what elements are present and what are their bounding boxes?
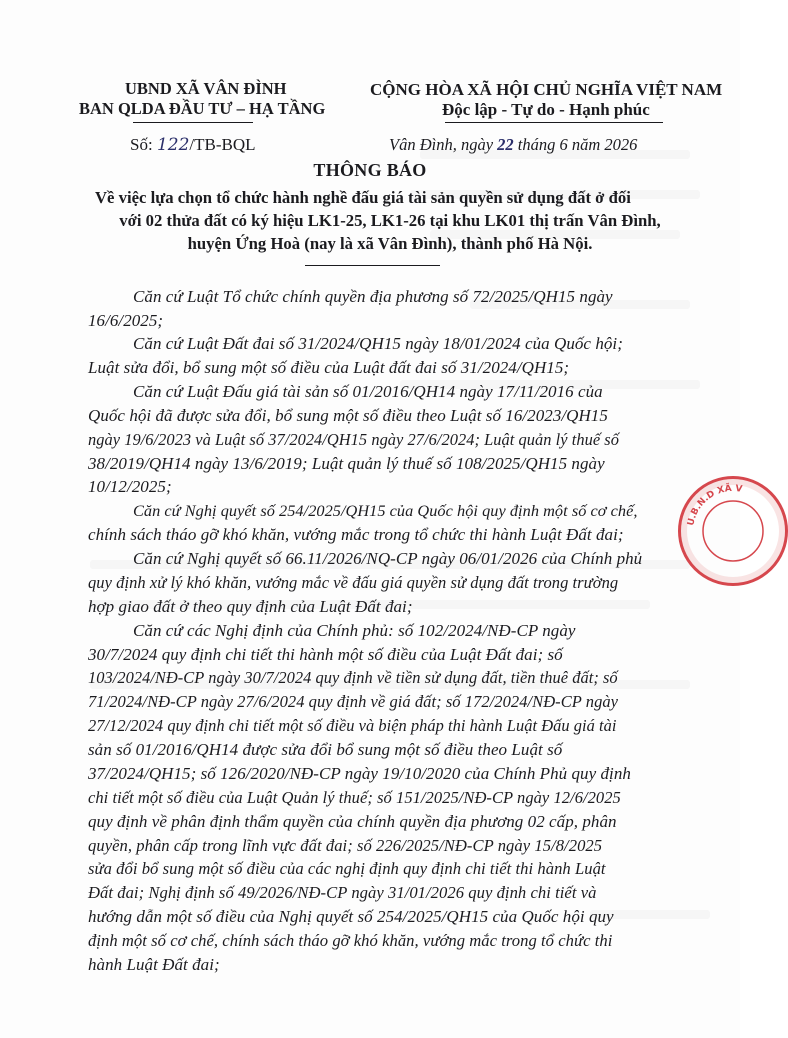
body-line: hướng dẫn một số điều của Nghị quyết số 254/2025/QH15 của Quốc hội quy bbox=[88, 907, 614, 926]
handwritten-doc-number: 122 bbox=[156, 135, 190, 155]
document-title: THÔNG BÁO bbox=[313, 160, 427, 180]
issuing-authority: UBND XÃ VÂN ĐÌNH bbox=[125, 79, 287, 98]
subject-line: Về việc lựa chọn tổ chức hành nghề đấu giá tài sản quyền sử dụng đất ở đối bbox=[95, 188, 631, 207]
subject-line: huyện Ứng Hoà (nay là xã Vân Đình), thành phố Hà Nội. bbox=[187, 234, 593, 253]
place-and-date bbox=[389, 135, 637, 155]
body-line: hợp giao đất ở theo quy định của Luật Đất đai; bbox=[88, 597, 413, 616]
body-line: chi tiết một số điều của Luật Quản lý thuế; số 151/2025/NĐ-CP ngày 12/6/2025 bbox=[88, 788, 621, 807]
body-line: chính sách tháo gỡ khó khăn, vướng mắc trong tổ chức thi hành Luật Đất đai; bbox=[88, 525, 624, 544]
body-line: Luật sửa đổi, bổ sung một số điều của Luật đất đai số 31/2024/QH15; bbox=[88, 358, 570, 377]
body-line: Căn cứ Nghị quyết số 254/2025/QH15 của Quốc hội quy định một số cơ chế, bbox=[133, 501, 638, 520]
doc-number-prefix: Số: bbox=[130, 135, 157, 154]
body-line: Căn cứ Nghị quyết số 66.11/2026/NQ-CP ngày 06/01/2026 của Chính phủ bbox=[133, 549, 643, 568]
body-line: quy định xử lý khó khăn, vướng mắc về đấu giá quyền sử dụng đất trong trường bbox=[88, 573, 619, 592]
body-line: Căn cứ Luật Đất đai số 31/2024/QH15 ngày 18/01/2024 của Quốc hội; bbox=[133, 334, 623, 353]
body-line: hành Luật Đất đai; bbox=[88, 955, 220, 974]
subject-line: với 02 thửa đất có ký hiệu LK1-25, LK1-26 tại khu LK01 thị trấn Vân Đình, bbox=[119, 211, 661, 230]
body-line: 37/2024/QH15; số 126/2020/NĐ-CP ngày 19/10/2020 của Chính Phủ quy định bbox=[88, 764, 631, 783]
body-line: 71/2024/NĐ-CP ngày 27/6/2024 quy định về giá đất; số 172/2024/NĐ-CP ngày bbox=[88, 692, 619, 711]
body-line: 16/6/2025; bbox=[88, 311, 164, 330]
body-line: quy định về phân định thẩm quyền của chính quyền địa phương 02 cấp, phân bbox=[88, 812, 617, 831]
body-line: 38/2019/QH14 ngày 13/6/2019; Luật quản lý thuế số 108/2025/QH15 ngày bbox=[88, 454, 605, 473]
body-line: Căn cứ các Nghị định của Chính phủ: số 102/2024/NĐ-CP ngày bbox=[133, 621, 576, 640]
body-line: Căn cứ Luật Đấu giá tài sản số 01/2016/QH14 ngày 17/11/2016 của bbox=[133, 382, 603, 401]
body-line: 30/7/2024 quy định chi tiết thi hành một số điều của Luật Đất đai; số bbox=[88, 645, 563, 664]
handwritten-day: 22 bbox=[497, 135, 514, 154]
body-line: Quốc hội đã được sửa đổi, bổ sung một số điều theo Luật số 16/2023/QH15 bbox=[88, 406, 608, 425]
issuing-unit: BAN QLDA ĐẦU TƯ – HẠ TẦNG bbox=[79, 99, 326, 118]
header-underline-right bbox=[445, 122, 663, 123]
national-motto: Độc lập - Tự do - Hạnh phúc bbox=[442, 100, 650, 119]
body-line: 10/12/2025; bbox=[88, 477, 172, 496]
date-suffix: tháng 6 năm 2026 bbox=[513, 135, 638, 154]
body-line: 103/2024/NĐ-CP ngày 30/7/2024 quy định về tiền sử dụng đất, tiền thuê đất; số bbox=[88, 668, 618, 687]
subject-underline bbox=[305, 265, 440, 266]
body-line: sản số 01/2016/QH14 được sửa đổi bổ sung một số điều theo Luật số bbox=[88, 740, 563, 759]
body-line: Đất đai; Nghị định số 49/2026/NĐ-CP ngày 31/01/2026 quy định chi tiết và bbox=[88, 883, 597, 902]
body-line: định một số cơ chế, chính sách tháo gỡ khó khăn, vướng mắc trong tổ chức thi bbox=[88, 931, 613, 950]
svg-text:U.B.N.D XÃ V: U.B.N.D XÃ V bbox=[686, 483, 743, 527]
body-line: sửa đổi bổ sung một số điều của các nghị định quy định chi tiết thi hành Luật bbox=[88, 859, 606, 878]
document-number bbox=[130, 135, 256, 155]
doc-number-suffix: /TB-BQL bbox=[189, 135, 256, 154]
body-line: 27/12/2024 quy định chi tiết một số điều và biện pháp thi hành Luật Đấu giá tài bbox=[88, 716, 617, 735]
body-line: quyền, phân cấp trong lĩnh vực đất đai; số 226/2025/NĐ-CP ngày 15/8/2025 bbox=[88, 836, 603, 855]
body-line: ngày 19/6/2023 và Luật số 37/2024/QH15 ngày 27/6/2024; Luật quản lý thuế số bbox=[88, 430, 619, 449]
national-title: CỘNG HÒA XÃ HỘI CHỦ NGHĨA VIỆT NAM bbox=[370, 80, 723, 99]
body-line: Căn cứ Luật Tổ chức chính quyền địa phương số 72/2025/QH15 ngày bbox=[133, 287, 613, 306]
header-underline-left bbox=[133, 122, 253, 123]
red-seal-stamp bbox=[678, 476, 788, 586]
date-prefix: Vân Đình, ngày bbox=[389, 135, 498, 154]
document-subject bbox=[95, 186, 685, 255]
